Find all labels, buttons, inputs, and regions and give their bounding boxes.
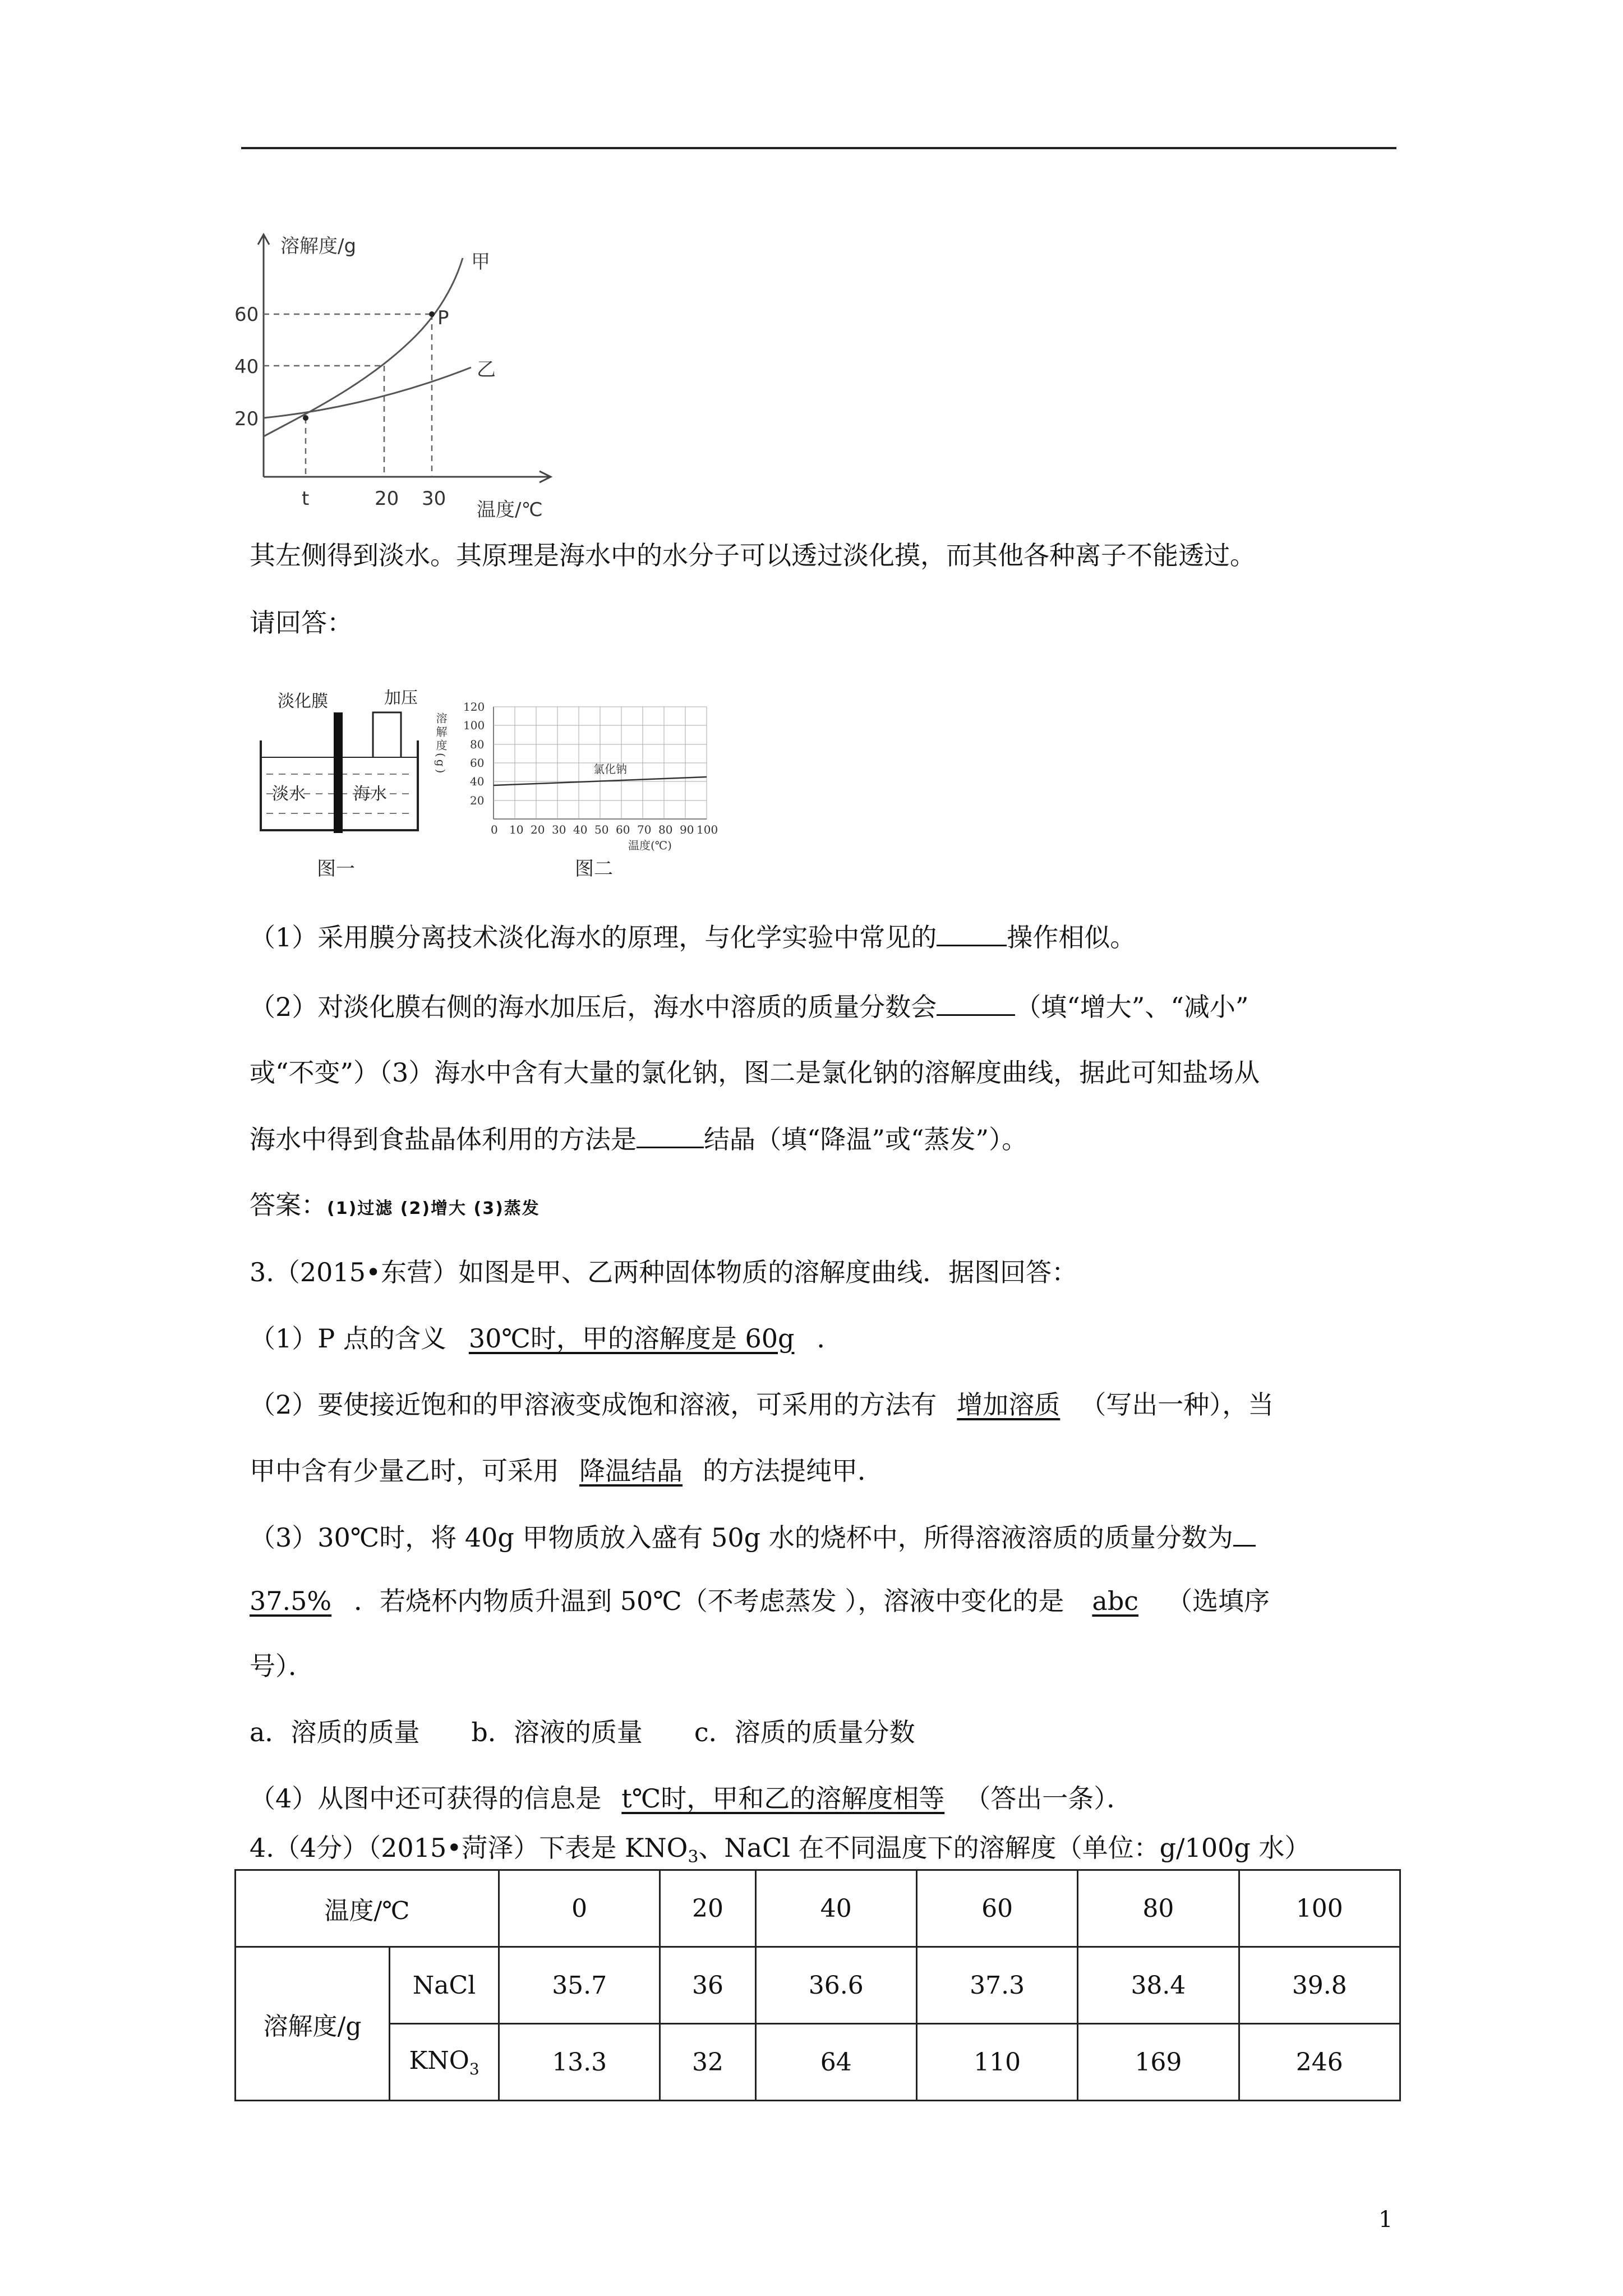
problem-3-q1: （1）P 点的含义 30℃时，甲的溶解度是 60g ． bbox=[250, 1323, 843, 1354]
p3-q1-answer: 30℃时，甲的溶解度是 60g bbox=[468, 1323, 795, 1354]
table-cell: 64 bbox=[755, 2024, 916, 2101]
p3-q2-text-d: 的方法提纯甲． bbox=[703, 1456, 883, 1486]
curve-yi bbox=[264, 367, 471, 418]
table-cell: 169 bbox=[1078, 2024, 1239, 2101]
point-p-dot bbox=[429, 311, 435, 317]
question-2 bbox=[250, 990, 1248, 1024]
table-header-row bbox=[236, 1870, 1400, 1947]
fig2-ytick-40: 40 bbox=[470, 775, 485, 788]
p3-q3-text: （3）30℃时，将 40g 甲物质放入盛有 50g 水的烧杯中，所得溶液溶质的质量分数为 bbox=[250, 1522, 1233, 1553]
table-temp-60: 60 bbox=[916, 1870, 1077, 1947]
p3-q2-text-c: 甲中含有少量乙时，可采用 bbox=[250, 1456, 559, 1486]
page-number: 1 bbox=[1378, 2207, 1393, 2233]
table-cell: 38.4 bbox=[1078, 1947, 1239, 2024]
table-temp-20: 20 bbox=[660, 1870, 755, 1947]
table-cell: 246 bbox=[1239, 2024, 1400, 2101]
curve-yi-label: 乙 bbox=[477, 358, 496, 381]
paragraph-please-answer: 请回答： bbox=[250, 608, 353, 638]
p3-q3-answer1: 37.5% bbox=[250, 1586, 332, 1616]
p4-title-sub: 3 bbox=[688, 1847, 699, 1867]
question-2-cont: 或“不变”）（3）海水中含有大量的氯化钠，图二是氯化钠的溶解度曲线，据此可知盐场从 bbox=[250, 1057, 1260, 1088]
table-cell: 39.8 bbox=[1239, 1947, 1400, 2024]
table-temp-100: 100 bbox=[1239, 1870, 1400, 1947]
p3-q4-answer: t℃时，甲和乙的溶解度相等 bbox=[621, 1783, 945, 1814]
figure-desalination-apparatus bbox=[255, 690, 435, 892]
table-header-label: 温度/℃ bbox=[236, 1870, 499, 1947]
table-cell: 37.3 bbox=[916, 1947, 1077, 2024]
fig2-ytick-100: 100 bbox=[463, 719, 485, 732]
problem-3-q3 bbox=[250, 1520, 1256, 1554]
piston bbox=[373, 712, 401, 757]
p3-q3-answer2: abc bbox=[1092, 1586, 1139, 1616]
question-1 bbox=[250, 920, 1136, 954]
fig2-xtick-80: 80 bbox=[658, 823, 673, 836]
p3-q2-answer2: 降温结晶 bbox=[579, 1456, 683, 1486]
table-cell: 110 bbox=[916, 2024, 1077, 2101]
problem-3-q2-cont bbox=[250, 1454, 883, 1488]
fig2-xtick-70: 70 bbox=[637, 823, 652, 836]
fig2-ytick-20: 20 bbox=[470, 794, 485, 807]
fig2-xtick-90: 90 bbox=[680, 823, 694, 836]
problem-3-q2 bbox=[250, 1388, 1274, 1421]
table-row-name: NaCl bbox=[390, 1947, 499, 2024]
p3-q4-text: （4）从图中还可获得的信息是 bbox=[250, 1783, 602, 1814]
fig2-xtick-100: 100 bbox=[697, 823, 718, 836]
xtick-30: 30 bbox=[422, 487, 446, 510]
chart1-ylabel: 溶解度/g bbox=[280, 235, 357, 257]
caption-fig2: 图二 bbox=[575, 858, 613, 880]
table-temp-80: 80 bbox=[1078, 1870, 1239, 1947]
problem-3-q3-tail: 号）． bbox=[250, 1651, 314, 1681]
problem-3-options: a．溶质的质量 b．溶液的质量 c．溶质的质量分数 bbox=[250, 1717, 915, 1747]
p3-q3-text-b: ．若烧杯内物质升温到 50℃（不考虑蒸发 ），溶液中变化的是 bbox=[354, 1586, 1064, 1616]
q3-blank bbox=[637, 1122, 704, 1148]
q3-text-b: 结晶（填“降温”或“蒸发”）。 bbox=[704, 1124, 1028, 1154]
p3-q2-text: （2）要使接近饱和的甲溶液变成饱和溶液，可采用的方法有 bbox=[250, 1389, 937, 1420]
fig2-ytick-60: 60 bbox=[470, 756, 485, 770]
xtick-t: t bbox=[302, 487, 310, 510]
question-3-line bbox=[250, 1122, 1027, 1156]
problem-3-title: 3.（2015•东营）如图是甲、乙两种固体物质的溶解度曲线．据图回答： bbox=[250, 1257, 1078, 1287]
table-row-group: 溶解度/g bbox=[236, 1947, 390, 2101]
table-cell: 32 bbox=[660, 2024, 755, 2101]
paragraph-intro: 其左侧得到淡水。其原理是海水中的水分子可以透过淡化摸，而其他各种离子不能透过。 bbox=[250, 540, 1256, 570]
solubility-table bbox=[234, 1869, 1401, 2101]
fig2-ylabel: 溶解度(g) bbox=[434, 712, 448, 776]
answer-line bbox=[250, 1188, 540, 1226]
header-rule bbox=[241, 147, 1396, 149]
table-cell: 36.6 bbox=[755, 1947, 916, 2024]
intersection-point bbox=[303, 415, 308, 421]
fig2-ytick-120: 120 bbox=[463, 700, 485, 714]
table-cell: 13.3 bbox=[499, 2024, 660, 2101]
table-temp-0: 0 bbox=[499, 1870, 660, 1947]
p3-q3-text-c: （选填序 bbox=[1166, 1586, 1270, 1616]
table-cell: 35.7 bbox=[499, 1947, 660, 2024]
label-sea-water: 海水 bbox=[353, 784, 387, 804]
label-pressure: 加压 bbox=[384, 688, 418, 708]
q2-text-b: （填“增大”、“减小” bbox=[1015, 992, 1249, 1022]
problem-3-q3-cont bbox=[250, 1584, 1270, 1618]
table-row-name: $KNO_3$ bbox=[390, 2024, 499, 2101]
q1-blank bbox=[937, 920, 1007, 946]
problem-4-title bbox=[250, 1831, 1310, 1874]
fig2-xtick-0: 0 bbox=[491, 823, 498, 836]
q3-text-a: 海水中得到食盐晶体利用的方法是 bbox=[250, 1124, 637, 1154]
p3-q1-text: （1）P 点的含义 bbox=[250, 1323, 446, 1354]
table-row bbox=[236, 1947, 1400, 2024]
p4-title-b: 、NaCl 在不同温度下的溶解度（单位：g/100g 水） bbox=[698, 1833, 1311, 1863]
curve-jia-label: 甲 bbox=[471, 251, 490, 273]
table-cell: 36 bbox=[660, 1947, 755, 2024]
q2-text-a: （2）对淡化膜右侧的海水加压后，海水中溶质的质量分数会 bbox=[250, 992, 937, 1022]
membrane-bar bbox=[334, 712, 343, 833]
chart1-xlabel: 温度/℃ bbox=[477, 499, 543, 521]
ytick-20: 20 bbox=[234, 408, 259, 430]
table-temp-40: 40 bbox=[755, 1870, 916, 1947]
xtick-20: 20 bbox=[375, 487, 399, 510]
point-p-label: P bbox=[437, 307, 449, 329]
answer-label: 答案： bbox=[250, 1190, 327, 1220]
figure-nacl-solubility bbox=[434, 690, 718, 892]
p3-q4-text-b: （答出一条）． bbox=[965, 1783, 1133, 1814]
fig2-xlabel: 温度(℃) bbox=[628, 839, 672, 852]
fig2-xtick-20: 20 bbox=[531, 823, 545, 836]
q2-blank bbox=[937, 990, 1015, 1016]
curve-jia bbox=[264, 258, 463, 436]
p3-q2-answer1: 增加溶质 bbox=[957, 1389, 1061, 1420]
fig2-ytick-80: 80 bbox=[470, 738, 485, 751]
label-fresh-water: 淡水 bbox=[272, 784, 306, 804]
problem-3-q4 bbox=[250, 1782, 1132, 1815]
fig2-curve-label: 氯化钠 bbox=[593, 762, 627, 776]
table-row bbox=[236, 2024, 1400, 2101]
p3-q2-text-b: （写出一种），当 bbox=[1080, 1389, 1274, 1420]
fig2-xtick-50: 50 bbox=[594, 823, 609, 836]
fig2-xtick-40: 40 bbox=[573, 823, 588, 836]
p4-title-a: 4.（4分）（2015•菏泽）下表是 KNO bbox=[250, 1833, 688, 1863]
ytick-60: 60 bbox=[234, 303, 259, 326]
label-membrane: 淡化膜 bbox=[278, 692, 328, 711]
fig2-xtick-10: 10 bbox=[509, 823, 524, 836]
answer-value: (1)过滤 (2)增大 (3)蒸发 bbox=[327, 1199, 540, 1218]
q1-text-b: 操作相似。 bbox=[1007, 922, 1136, 953]
ytick-40: 40 bbox=[234, 356, 259, 378]
solubility-chart-jia-yi bbox=[234, 224, 583, 539]
q1-text-a: （1）采用膜分离技术淡化海水的原理，与化学实验中常见的 bbox=[250, 922, 937, 953]
fig2-xtick-30: 30 bbox=[552, 823, 566, 836]
caption-fig1: 图一 bbox=[317, 858, 355, 880]
fig2-xtick-60: 60 bbox=[616, 823, 630, 836]
